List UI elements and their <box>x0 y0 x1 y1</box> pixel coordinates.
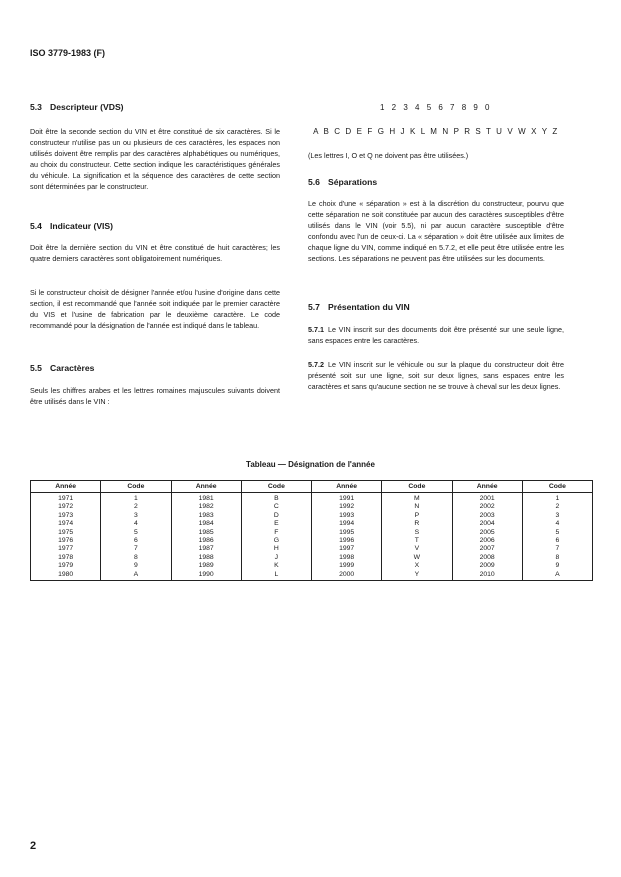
year-cell: 1977 <box>31 545 101 553</box>
table-row <box>31 571 593 581</box>
year-cell: 1985 <box>171 529 241 537</box>
year-cell: 1980 <box>31 571 101 581</box>
heading-5-5 <box>30 363 94 373</box>
header-cell: Année <box>171 481 241 493</box>
year-cell: 1972 <box>31 503 101 511</box>
subsection-text: Le VIN inscrit sur des documents doit être présenté sur une seule ligne, sans espaces entre les caractères. <box>308 325 564 346</box>
table-row <box>31 493 593 504</box>
code-cell: 6 <box>522 537 592 545</box>
code-cell: 6 <box>101 537 171 545</box>
table-row <box>31 537 593 545</box>
heading-title: Caractères <box>50 363 95 373</box>
paragraph-5-7-2 <box>308 359 564 392</box>
subsection-number: 5.7.1 <box>308 325 324 334</box>
year-cell: 1998 <box>312 554 382 562</box>
code-cell: 2 <box>522 503 592 511</box>
code-cell: E <box>241 520 311 528</box>
table-body <box>31 493 593 581</box>
year-cell: 1996 <box>312 537 382 545</box>
code-cell: 8 <box>101 554 171 562</box>
code-cell: 1 <box>101 493 171 504</box>
header-cell: Code <box>522 481 592 493</box>
heading-number: 5.5 <box>30 363 42 373</box>
allowed-letters: A B C D E F G H J K L M N P R S T U V W X Y Z <box>313 127 559 136</box>
header-cell: Code <box>101 481 171 493</box>
table-row <box>31 503 593 511</box>
allowed-digits: 1 2 3 4 5 6 7 8 9 0 <box>380 103 492 112</box>
year-cell: 1981 <box>171 493 241 504</box>
code-cell: P <box>382 512 452 520</box>
code-cell: 9 <box>522 562 592 570</box>
code-cell: 7 <box>101 545 171 553</box>
code-cell: A <box>522 571 592 581</box>
code-cell: B <box>241 493 311 504</box>
year-cell: 1990 <box>171 571 241 581</box>
code-cell: S <box>382 529 452 537</box>
year-cell: 1991 <box>312 493 382 504</box>
heading-5-6 <box>308 177 377 187</box>
year-cell: 1975 <box>31 529 101 537</box>
subsection-number: 5.7.2 <box>308 360 324 369</box>
heading-number: 5.4 <box>30 221 42 231</box>
year-cell: 1978 <box>31 554 101 562</box>
code-cell: X <box>382 562 452 570</box>
year-cell: 2007 <box>452 545 522 553</box>
year-cell: 1974 <box>31 520 101 528</box>
heading-number: 5.7 <box>308 302 320 312</box>
year-cell: 2009 <box>452 562 522 570</box>
code-cell: G <box>241 537 311 545</box>
code-cell: Y <box>382 571 452 581</box>
code-cell: A <box>101 571 171 581</box>
year-cell: 1976 <box>31 537 101 545</box>
table-header-row <box>31 481 593 493</box>
table-row <box>31 562 593 570</box>
code-cell: 3 <box>101 512 171 520</box>
code-cell: 2 <box>101 503 171 511</box>
year-cell: 1997 <box>312 545 382 553</box>
subsection-text: Le VIN inscrit sur le véhicule ou sur la plaque du constructeur doit être présenté soit sur une ligne, soit sur deux lignes, sans espaces entre les caractères et sans qu'aucune section ne se trouve à cheval sur les deux lignes. <box>308 360 564 392</box>
year-cell: 1986 <box>171 537 241 545</box>
code-cell: N <box>382 503 452 511</box>
code-cell: R <box>382 520 452 528</box>
year-cell: 2004 <box>452 520 522 528</box>
code-cell: C <box>241 503 311 511</box>
code-cell: W <box>382 554 452 562</box>
code-cell: H <box>241 545 311 553</box>
header-cell: Code <box>382 481 452 493</box>
paragraph-5-3: Doit être la seconde section du VIN et être constitué de six caractères. Si le constructeur n'utilise pas un ou plusieurs de ces caractères, les espaces non utilisés doivent être remplis par des caractères alphabétiques ou numériques, au choix du constructeur. Cette section indique les caractéristiques générales du véhicule. La signification et la séquence des caractères de cette section sont déterminées par le constructeur. <box>30 127 280 192</box>
year-cell: 1988 <box>171 554 241 562</box>
paragraph-5-5: Seuls les chiffres arabes et les lettres romaines majuscules suivants doivent être utilisés dans le VIN : <box>30 386 280 407</box>
code-cell: J <box>241 554 311 562</box>
code-cell: 7 <box>522 545 592 553</box>
year-cell: 1999 <box>312 562 382 570</box>
code-cell: 4 <box>101 520 171 528</box>
code-cell: D <box>241 512 311 520</box>
code-cell: 8 <box>522 554 592 562</box>
code-cell: 1 <box>522 493 592 504</box>
header-cell: Année <box>31 481 101 493</box>
year-cell: 1987 <box>171 545 241 553</box>
code-cell: F <box>241 529 311 537</box>
heading-title: Descripteur (VDS) <box>50 102 124 112</box>
year-cell: 2005 <box>452 529 522 537</box>
page-number: 2 <box>30 840 37 852</box>
paragraph-5-4-a: Doit être la dernière section du VIN et être constitué de huit caractères; les quatre derniers caractères sont obligatoirement numériques. <box>30 243 280 264</box>
year-cell: 1994 <box>312 520 382 528</box>
year-cell: 1971 <box>31 493 101 504</box>
code-cell: 4 <box>522 520 592 528</box>
year-cell: 1989 <box>171 562 241 570</box>
paragraph-5-7-1 <box>308 324 564 346</box>
year-cell: 2000 <box>312 571 382 581</box>
code-cell: 5 <box>101 529 171 537</box>
year-cell: 1995 <box>312 529 382 537</box>
year-cell: 2006 <box>452 537 522 545</box>
paragraph-5-4-b: Si le constructeur choisit de désigner l'année et/ou l'usine d'origine dans cette section, il est recommandé que l'année soit indiquée par le premier caractère du VIS et l'usine de fabrication par le deuxième caractère. Le code recommandé pour la désignation de l'année est indiqué dans le tableau. <box>30 288 280 331</box>
table-row <box>31 512 593 520</box>
year-cell: 2003 <box>452 512 522 520</box>
paragraph-5-6: Le choix d'une « séparation » est à la discrétion du constructeur, pourvu que cette séparation ne soit constituée par aucun des caractères susceptibles d'être utilisés dans le VIN (voir 5.5), ni par aucun caractère susceptible d'être confondu avec l'un de ceux-ci. La « séparation » doit être utilisée aux limites de chaque ligne du VIN, comme indiqué en 5.7.2, et elle peut être utilisée entre les sections. Les séparations ne peuvent pas être utilisées sur les documents. <box>308 199 564 264</box>
year-cell: 1973 <box>31 512 101 520</box>
year-cell: 1993 <box>312 512 382 520</box>
table-row <box>31 545 593 553</box>
heading-title: Indicateur (VIS) <box>50 221 114 231</box>
code-cell: V <box>382 545 452 553</box>
year-cell: 2008 <box>452 554 522 562</box>
code-cell: L <box>241 571 311 581</box>
code-cell: 5 <box>522 529 592 537</box>
table-row <box>31 520 593 528</box>
heading-number: 5.3 <box>30 102 42 112</box>
year-cell: 1983 <box>171 512 241 520</box>
code-cell: M <box>382 493 452 504</box>
heading-title: Présentation du VIN <box>328 302 410 312</box>
heading-title: Séparations <box>328 177 378 187</box>
heading-5-3 <box>30 102 124 112</box>
year-cell: 1979 <box>31 562 101 570</box>
code-cell: 3 <box>522 512 592 520</box>
code-cell: T <box>382 537 452 545</box>
heading-5-4 <box>30 221 113 231</box>
year-cell: 2002 <box>452 503 522 511</box>
excluded-letters-note: (Les lettres I, O et Q ne doivent pas être utilisées.) <box>308 151 469 160</box>
year-cell: 1992 <box>312 503 382 511</box>
heading-5-7 <box>308 302 410 312</box>
table-row <box>31 554 593 562</box>
code-cell: K <box>241 562 311 570</box>
heading-number: 5.6 <box>308 177 320 187</box>
header-cell: Année <box>452 481 522 493</box>
code-cell: 9 <box>101 562 171 570</box>
year-cell: 2001 <box>452 493 522 504</box>
table-caption: Tableau — Désignation de l'année <box>246 460 375 469</box>
year-cell: 2010 <box>452 571 522 581</box>
year-cell: 1982 <box>171 503 241 511</box>
document-id: ISO 3779-1983 (F) <box>30 48 106 58</box>
year-code-table <box>30 480 593 581</box>
year-cell: 1984 <box>171 520 241 528</box>
table-row <box>31 529 593 537</box>
header-cell: Année <box>312 481 382 493</box>
header-cell: Code <box>241 481 311 493</box>
